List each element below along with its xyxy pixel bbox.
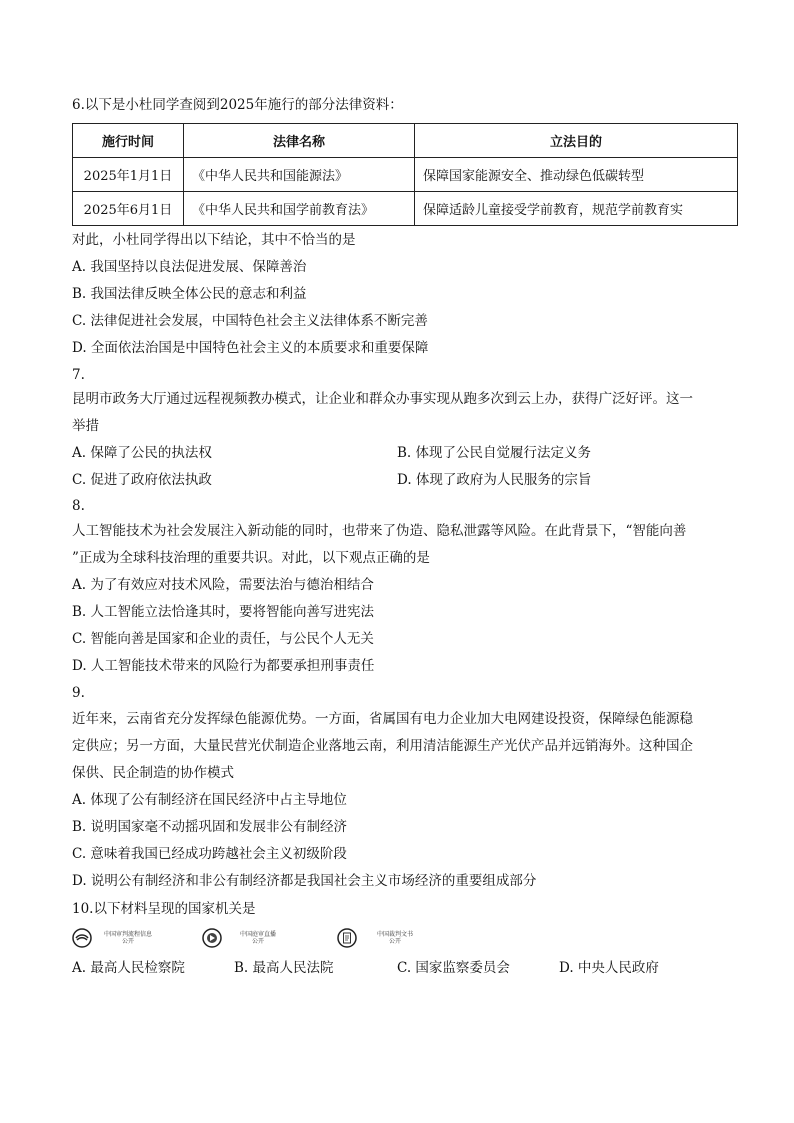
table-cell: 2025年6月1日: [73, 192, 184, 226]
option-d: D. 人工智能技术带来的风险行为都要承担刑事责任: [72, 658, 375, 674]
option-b: B. 我国法律反映全体公民的意志和利益: [72, 286, 307, 302]
table-cell: 保障适龄儿童接受学前教育，规范学前教育实: [415, 192, 738, 226]
logo-text: 公开: [252, 938, 265, 945]
option-a: A. 体现了公有制经济在国民经济中占主导地位: [72, 792, 347, 808]
q6-question: 对此，小杜同学得出以下结论，其中不恰当的是: [72, 232, 356, 248]
q7-stem: 举措: [72, 418, 99, 434]
option-c: C. 意味着我国已经成功跨越社会主义初级阶段: [72, 846, 347, 862]
logo-text: 中国庭审直播: [240, 931, 277, 938]
option-b: B. 体现了公民自觉履行法定义务: [397, 445, 592, 461]
option-b: B. 最高人民法院: [234, 960, 334, 976]
table-cell: 保障国家能源安全、推动绿色低碳转型: [415, 158, 738, 192]
option-b: B. 说明国家毫不动摇巩固和发展非公有制经济: [72, 819, 348, 835]
table-row: [73, 158, 738, 192]
table-header: 法律名称: [184, 124, 415, 158]
table-header: 施行时间: [73, 124, 184, 158]
judgment-documents-logo: [337, 928, 413, 948]
option-c: C. 智能向善是国家和企业的责任，与公民个人无关: [72, 631, 374, 647]
option-a: A. 为了有效应对技术风险，需要法治与德治相结合: [72, 577, 374, 593]
scales-icon: [72, 928, 92, 948]
option-d: D. 中央人民政府: [559, 960, 659, 976]
option-b: B. 人工智能立法恰逢其时，要将智能向善写进宪法: [72, 604, 375, 620]
table-cell: 《中华人民共和国能源法》: [184, 158, 415, 192]
logo-text: 中国裁判文书: [377, 931, 414, 938]
q8-number: 8.: [72, 498, 85, 514]
logo-text: 公开: [389, 938, 402, 945]
table-header: 立法目的: [415, 124, 738, 158]
table-header-row: [73, 124, 738, 158]
q7-number: 7.: [72, 367, 85, 383]
q9-number: 9.: [72, 685, 85, 701]
q10-stem: 10.以下材料呈现的国家机关是: [72, 901, 256, 917]
q6-stem: 6.以下是小杜同学查阅到2025年施行的部分法律资料：: [72, 97, 403, 113]
option-a: A. 我国坚持以良法促进发展、保障善治: [72, 259, 307, 275]
trial-livestream-logo: [202, 928, 276, 948]
option-c: C. 国家监察委员会: [397, 960, 510, 976]
q7-stem: 昆明市政务大厅通过远程视频教办模式，让企业和群众办事实现从跑多次到云上办，获得广泛好评。这一: [72, 391, 693, 407]
table-row: [73, 192, 738, 226]
table-cell: 2025年1月1日: [73, 158, 184, 192]
option-d: D. 全面依法治国是中国特色社会主义的本质要求和重要保障: [72, 340, 429, 356]
law-table: [72, 123, 738, 226]
court-icons-strip: [72, 928, 452, 950]
q8-stem: 人工智能技术为社会发展注入新动能的同时，也带来了伪造、隐私泄露等风险。在此背景下，“智能向善: [72, 523, 687, 539]
document-icon: [337, 928, 357, 948]
trial-process-info-logo: [72, 928, 152, 948]
q9-stem: 定供应；另一方面，大量民营光伏制造企业落地云南，利用清洁能源生产光伏产品并远销海外。这种国企: [72, 738, 693, 754]
option-c: C. 促进了政府依法执政: [72, 472, 212, 488]
q9-stem: 近年来，云南省充分发挥绿色能源优势。一方面，省属国有电力企业加大电网建设投资，保障绿色能源稳: [72, 711, 693, 727]
option-a: A. 最高人民检察院: [72, 960, 185, 976]
q8-stem: ”正成为全球科技治理的重要共识。对此，以下观点正确的是: [72, 550, 430, 566]
logo-text: 公开: [122, 938, 135, 945]
option-d: D. 体现了政府为人民服务的宗旨: [397, 472, 592, 488]
option-d: D. 说明公有制经济和非公有制经济都是我国社会主义市场经济的重要组成部分: [72, 873, 537, 889]
broadcast-icon: [202, 928, 222, 948]
q9-stem: 保供、民企制造的协作模式: [72, 765, 234, 781]
table-cell: 《中华人民共和国学前教育法》: [184, 192, 415, 226]
option-a: A. 保障了公民的执法权: [72, 445, 212, 461]
option-c: C. 法律促进社会发展，中国特色社会主义法律体系不断完善: [72, 313, 428, 329]
logo-text: 中国审判流程信息: [104, 931, 153, 938]
